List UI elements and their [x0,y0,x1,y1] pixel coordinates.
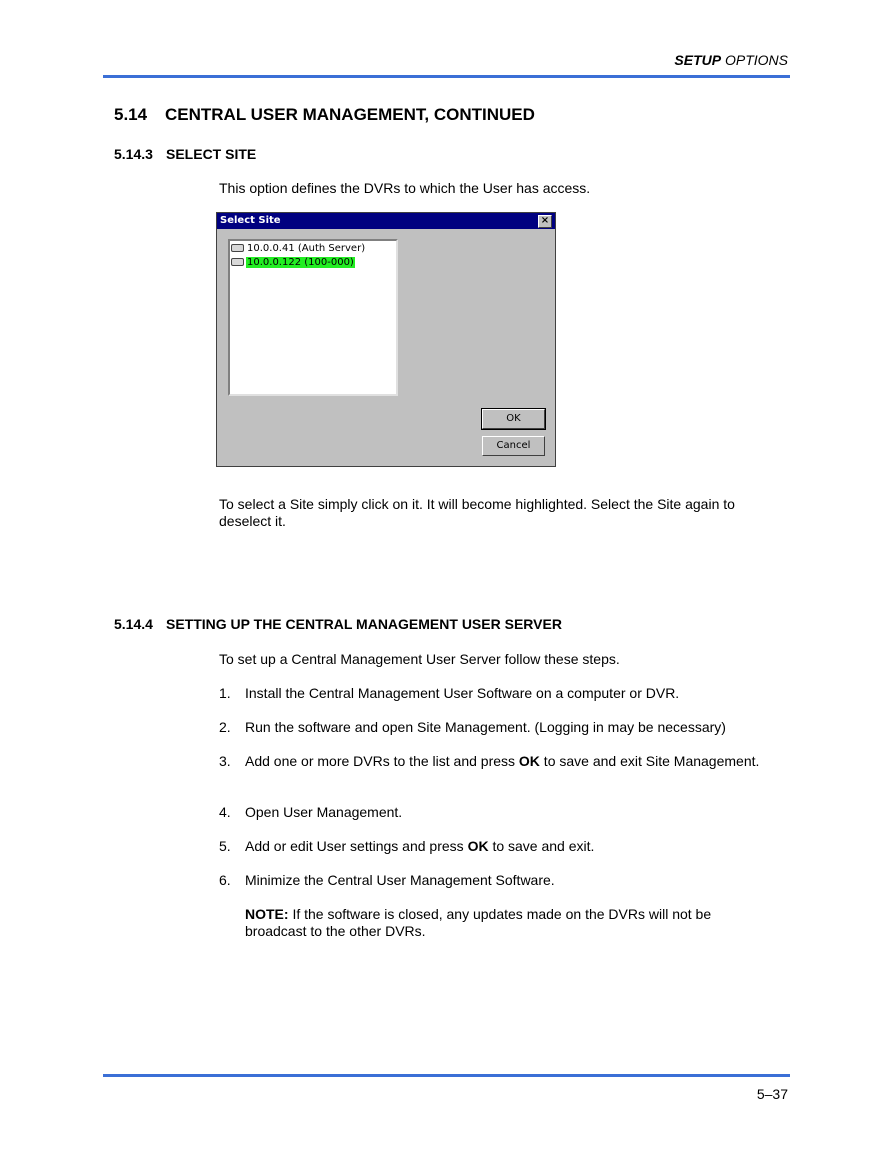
step-number: 1. [219,685,231,701]
step-5 [219,838,779,855]
step-text-pre: Add or edit User settings and press [245,838,468,854]
cancel-button[interactable]: Cancel [482,436,545,456]
section-number: 5.14 [114,105,148,124]
subsection-number: 5.14.4 [114,616,153,632]
setup-intro: To set up a Central Management User Server follow these steps. [219,651,620,667]
header-bold: SETUP [674,52,722,68]
step-number: 3. [219,753,231,769]
step-text-pre: Run the software and open Site Management. (Logging in may be necessary) [245,719,726,735]
ok-button[interactable]: OK [482,409,545,429]
subsection-heading-select-site [114,146,256,162]
select-site-instructions: To select a Site simply click on it. It will become highlighted. Select the Site again to deselect it. [219,496,735,529]
subsection-number: 5.14.3 [114,146,153,162]
site-item-label: 10.0.0.41 (Auth Server) [247,243,366,254]
step-number: 5. [219,838,231,854]
site-item-label: 10.0.0.122 (100-000) [247,257,354,268]
dvr-icon [231,244,244,252]
subsection-title: SETTING UP THE CENTRAL MANAGEMENT USER SERVER [166,616,562,632]
step-text-post: to save and exit Site Management. [539,753,760,769]
close-icon: × [540,215,550,226]
close-button[interactable] [538,215,552,228]
subsection-heading-setup-server [114,616,562,632]
step-text-bold: OK [518,753,540,769]
step-3 [219,753,779,770]
header-rest: OPTIONS [721,52,788,68]
step-text [245,719,779,736]
step-text [245,753,779,770]
step-6 [219,872,779,889]
page-number: 5–37 [756,1086,788,1102]
step-number: 4. [219,804,231,820]
step-text-pre: Install the Central Management User Software on a computer or DVR. [245,685,680,701]
note-label: NOTE: [245,906,289,922]
dvr-icon [231,258,244,266]
site-item[interactable] [231,242,366,255]
step-text-pre: Add one or more DVRs to the list and press [245,753,519,769]
step-text-post: to save and exit. [488,838,595,854]
note-text: If the software is closed, any updates made on the DVRs will not be broadcast to the other DVRs. [245,906,712,939]
site-item-selected[interactable] [231,256,355,269]
running-header [674,52,788,68]
step-text [245,872,779,889]
step-text-pre: Open User Management. [245,804,403,820]
subsection-title: SELECT SITE [166,146,257,162]
step-text-bold: OK [467,838,489,854]
step-4 [219,804,779,821]
step-text [245,685,779,702]
step-number: 6. [219,872,231,888]
site-listbox[interactable] [228,239,398,396]
step-1 [219,685,779,702]
note [245,906,765,940]
header-rule [103,75,790,78]
step-text-pre: Minimize the Central User Management Software. [245,872,555,888]
step-2 [219,719,779,736]
footer-rule [103,1074,790,1077]
section-heading [114,105,535,125]
step-text [245,804,779,821]
select-site-dialog [216,212,556,467]
step-number: 2. [219,719,231,735]
step-text [245,838,779,855]
dialog-titlebar [217,213,555,229]
dialog-title: Select Site [220,215,281,226]
select-site-intro: This option defines the DVRs to which the User has access. [219,180,591,196]
section-title: CENTRAL USER MANAGEMENT, CONTINUED [165,105,535,124]
